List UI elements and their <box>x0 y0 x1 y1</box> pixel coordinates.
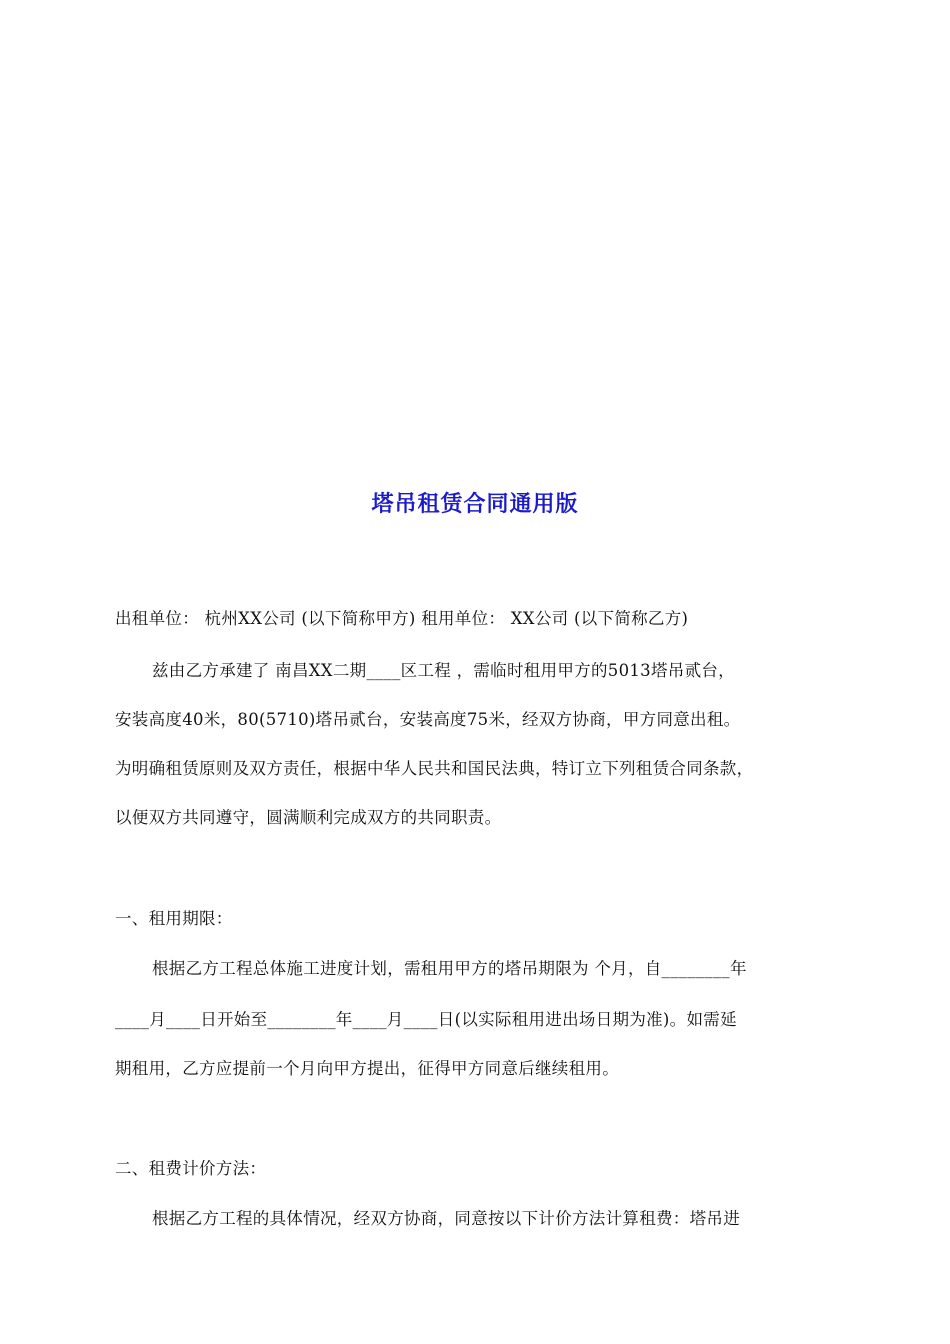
section-2-heading: 二、租费计价方法： <box>115 1159 267 1178</box>
document-title: 塔吊租赁合同通用版 <box>371 491 579 517</box>
intro-line-4: 以便双方共同遵守，圆满顺利完成双方的共同职责。 <box>115 808 502 827</box>
section-1-heading: 一、租用期限： <box>115 909 233 928</box>
parties-line: 出租单位： 杭州XX公司 (以下简称甲方) 租用单位： XX公司 (以下简称乙方) <box>115 609 689 628</box>
section-1-line-1: 根据乙方工程总体施工进度计划，需租用甲方的塔吊期限为 个月，自________年 <box>152 959 747 978</box>
section-1-line-2: ____月____日开始至________年____月____日(以实际租用进出场日期为准)。如需延 <box>115 1010 737 1029</box>
intro-line-3: 为明确租赁原则及双方责任，根据中华人民共和国民法典，特订立下列租赁合同条款， <box>115 759 754 778</box>
section-1-line-3: 期租用，乙方应提前一个月向甲方提出，征得甲方同意后继续租用。 <box>115 1059 619 1078</box>
intro-line-2: 安装高度40米，80(5710)塔吊贰台，安装高度75米，经双方协商，甲方同意出租。 <box>115 710 741 729</box>
intro-line-1: 兹由乙方承建了 南昌XX二期____区工程 ，需临时租用甲方的5013塔吊贰台， <box>152 661 735 680</box>
section-2-line-1: 根据乙方工程的具体情况，经双方协商，同意按以下计价方法计算租费：塔吊进 <box>152 1209 740 1228</box>
